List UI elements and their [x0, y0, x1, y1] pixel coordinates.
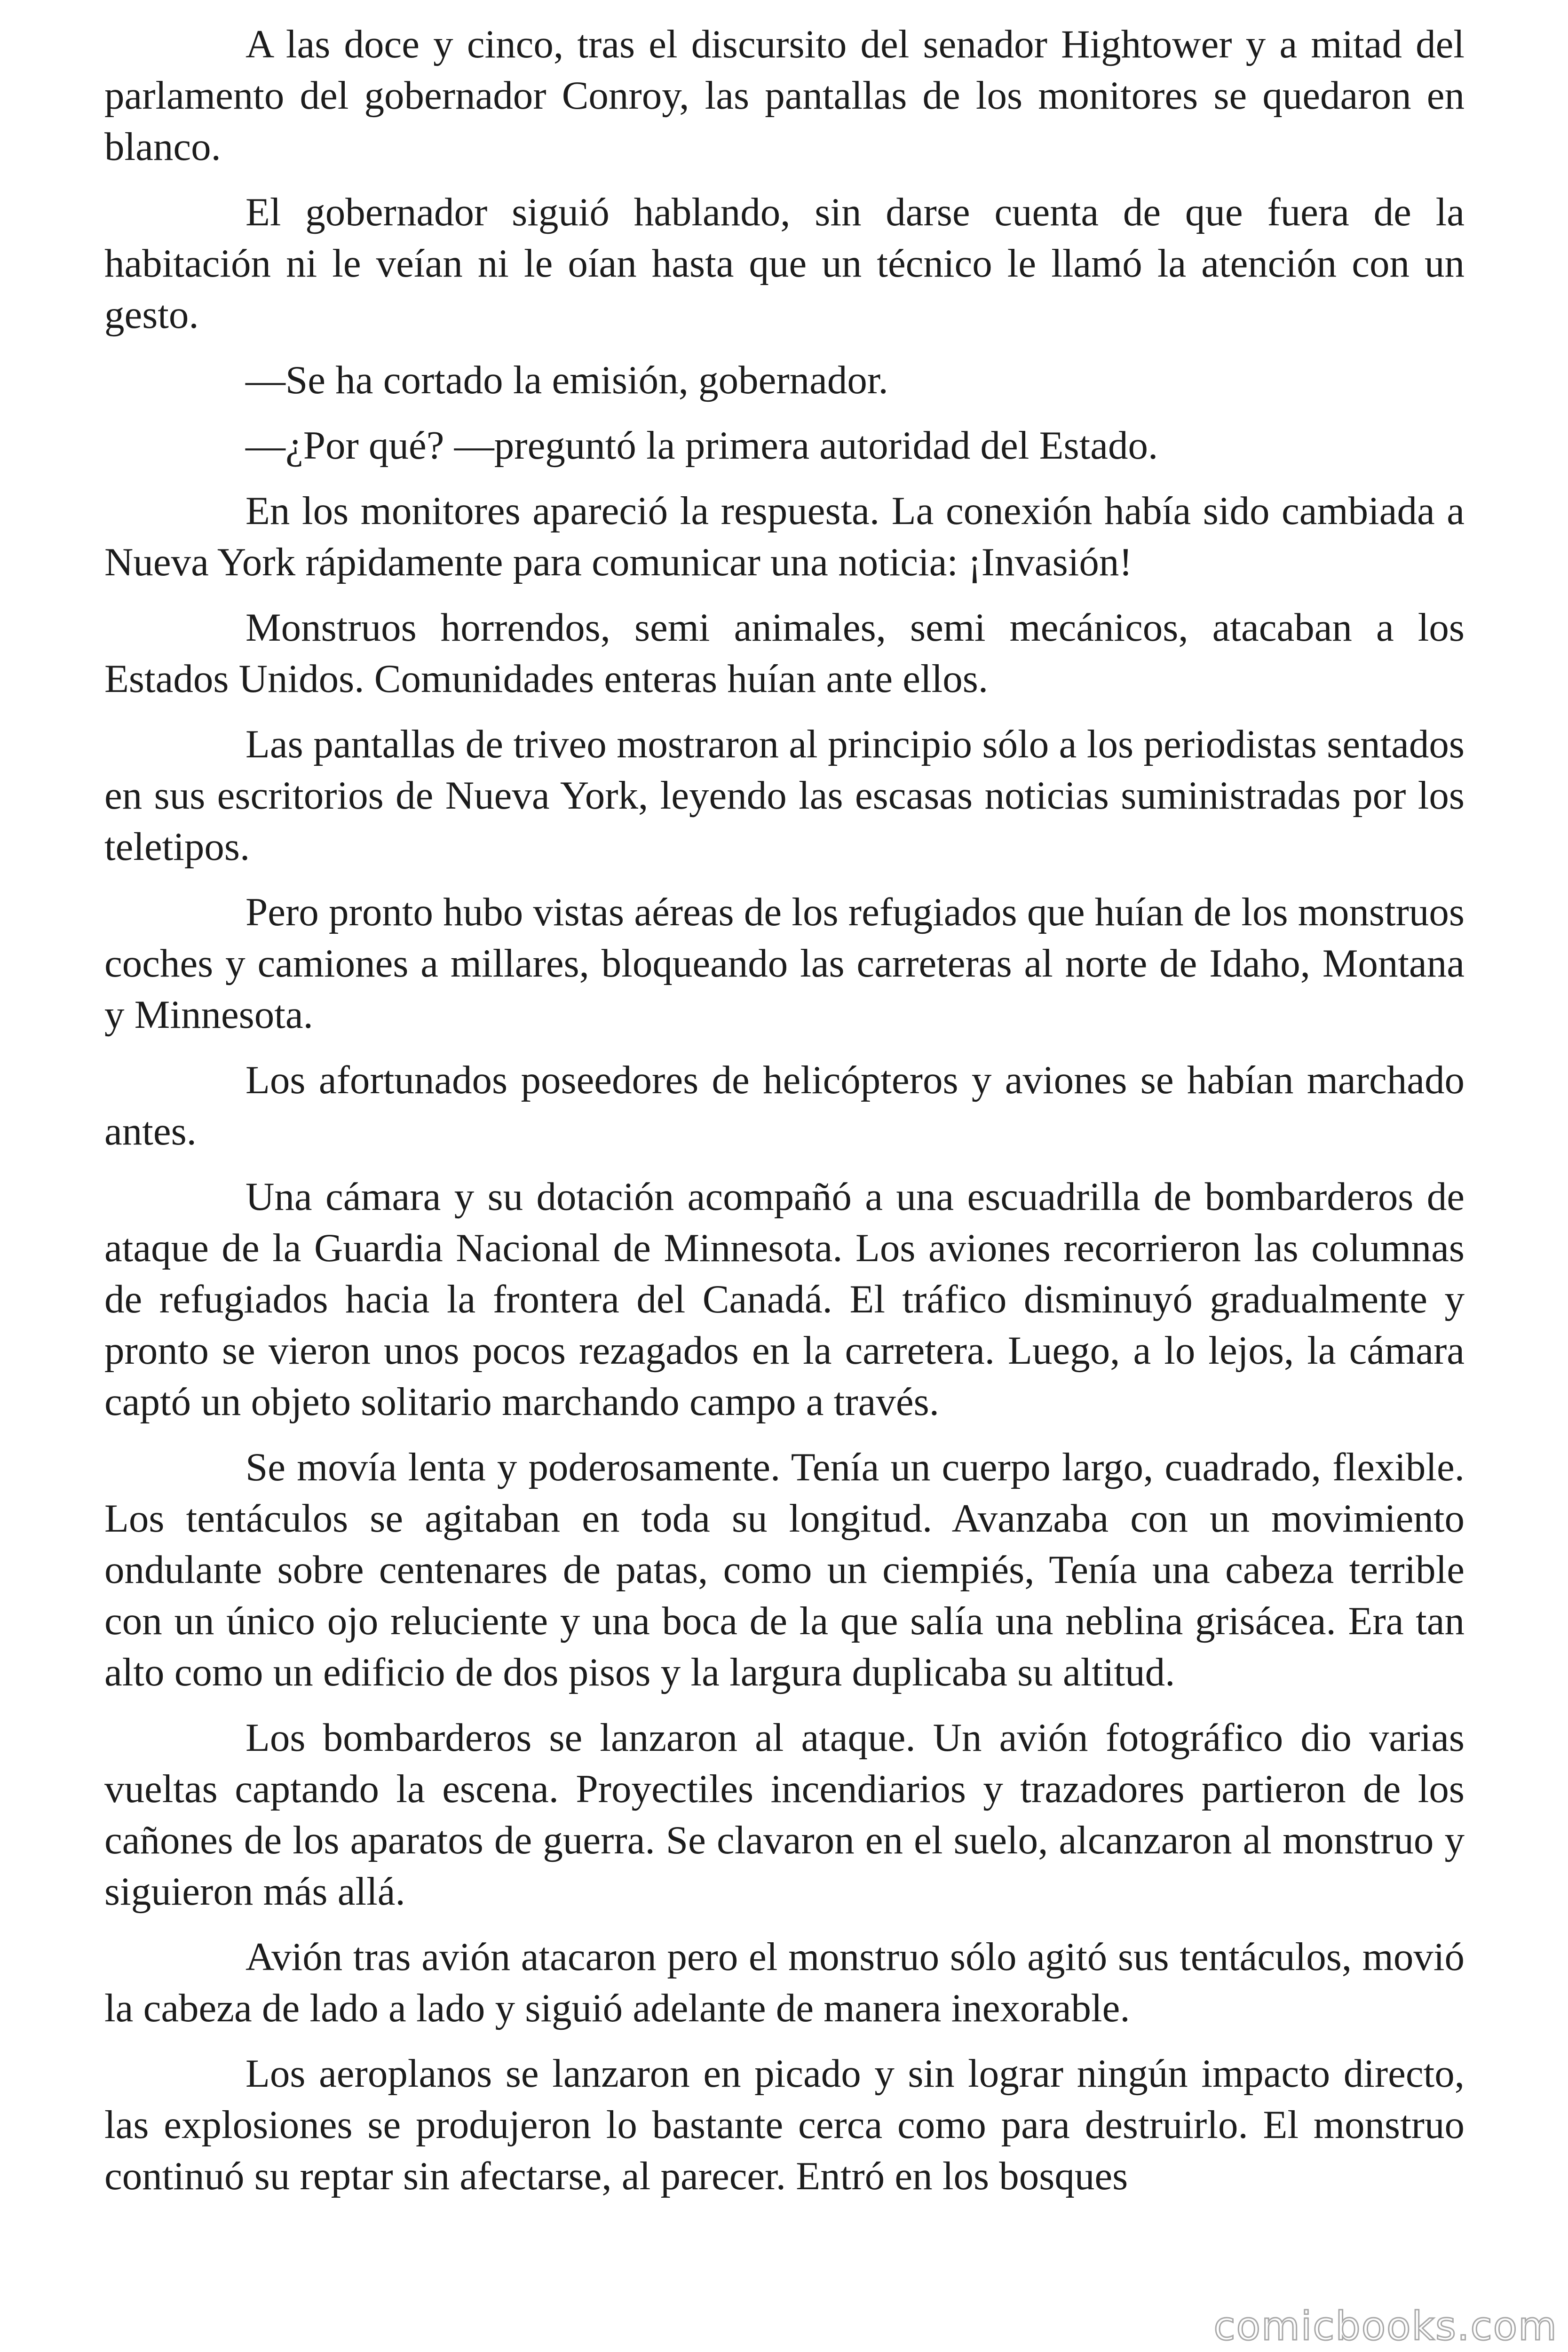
- paragraph: Las pantallas de triveo mostraron al principio sólo a los periodistas sentados en sus escritorios de Nueva York, leyendo las escasas noticias suministradas por los teletipos.: [104, 722, 1465, 869]
- paragraph: El gobernador siguió hablando, sin darse cuenta de que fuera de la habitación ni le veían ni le oían hasta que un técnico le llamó la atención con un gesto.: [104, 190, 1465, 337]
- paragraph: Los afortunados poseedores de helicópteros y aviones se habían marchado antes.: [104, 1058, 1465, 1153]
- watermark: comicbooks.com: [1213, 2303, 1558, 2349]
- paragraph: En los monitores apareció la respuesta. La conexión había sido cambiada a Nueva York rápidamente para comunicar una noticia: ¡Invasión!: [104, 489, 1465, 584]
- dialogue-line: —¿Por qué? —preguntó la primera autoridad del Estado.: [245, 423, 1158, 468]
- dialogue-line: —Se ha cortado la emisión, gobernador.: [245, 358, 888, 402]
- paragraph: Los aeroplanos se lanzaron en picado y sin lograr ningún impacto directo, las explosiones se produjeron lo bastante cerca como para destruirlo. El monstruo continuó su reptar sin afectarse, al parecer. Entró en los bosques: [104, 2051, 1465, 2198]
- paragraph: Monstruos horrendos, semi animales, semi mecánicos, atacaban a los Estados Unidos. Comunidades enteras huían ante ellos.: [104, 605, 1465, 701]
- paragraph: Pero pronto hubo vistas aéreas de los refugiados que huían de los monstruos coches y camiones a millares, bloqueando las carreteras al norte de Idaho, Montana y Minnesota.: [104, 890, 1465, 1037]
- page-body: [104, 19, 1465, 2216]
- paragraph: Se movía lenta y poderosamente. Tenía un cuerpo largo, cuadrado, flexible. Los tentáculos se agitaban en toda su longitud. Avanzaba con un movimiento ondulante sobre centenares de patas, como un ciempiés, Tenía una cabeza terrible con un único ojo reluciente y una boca de la que salía una neblina grisácea. Era tan alto como un edificio de dos pisos y la largura duplicaba su altitud.: [104, 1445, 1465, 1694]
- paragraph: A las doce y cinco, tras el discursito del senador Hightower y a mitad del parlamento del gobernador Conroy, las pantallas de los monitores se quedaron en blanco.: [104, 22, 1465, 169]
- paragraph: Los bombarderos se lanzaron al ataque. Un avión fotográfico dio varias vueltas captando la escena. Proyectiles incendiarios y trazadores partieron de los cañones de los aparatos de guerra. Se clavaron en el suelo, alcanzaron al monstruo y siguieron más allá.: [104, 1716, 1465, 1914]
- paragraph: Avión tras avión atacaron pero el monstruo sólo agitó sus tentáculos, movió la cabeza de lado a lado y siguió adelante de manera inexorable.: [104, 1935, 1465, 2030]
- paragraph: Una cámara y su dotación acompañó a una escuadrilla de bombarderos de ataque de la Guardia Nacional de Minnesota. Los aviones recorrieron las columnas de refugiados hacia la frontera del Canadá. El tráfico disminuyó gradualmente y pronto se vieron unos pocos rezagados en la carretera. Luego, a lo lejos, la cámara captó un objeto solitario marchando campo a través.: [104, 1175, 1465, 1424]
